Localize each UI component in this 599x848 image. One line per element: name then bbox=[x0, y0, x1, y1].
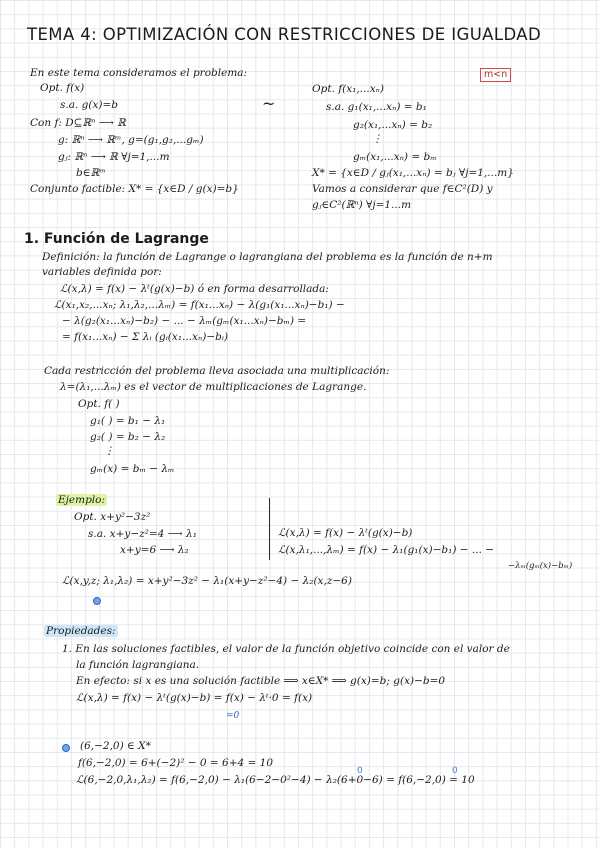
lagrangian-expanded-1: ℒ(x₁,x₂,...xₙ; λ₁,λ₂,...λₘ) = f(x₁...xₙ) − λ(g₁(x₁...xₙ)−b₁) − bbox=[54, 299, 345, 311]
multiplier-opt: Opt. f( ) bbox=[78, 398, 120, 410]
lagrangian-compact: ℒ(x,λ) = f(x) − λᵗ(g(x)−b) ó en forma desarrollada: bbox=[60, 283, 329, 295]
multiplier-g2: g₂( ) = b₂ − λ₂ bbox=[90, 431, 166, 443]
intro-feasible-set: Conjunto factible: X* = {x∈D / g(x)=b} bbox=[30, 183, 239, 195]
example-constraint-1: s.a. x+y−z²=4 ⟶ λ₁ bbox=[88, 528, 197, 540]
property-1-line-2: la función lagrangiana. bbox=[76, 659, 200, 671]
multiplier-g1: g₁( ) = b₁ − λ₁ bbox=[90, 415, 166, 427]
definition-line-1: Definición: la función de Lagrange o lagrangiana del problema es la función de n+m bbox=[42, 251, 493, 263]
page-title: TEMA 4: OPTIMIZACIÓN CON RESTRICCIONES DE IGUALDAD bbox=[27, 25, 542, 44]
intro-right-opt: Opt. f(x₁,...xₙ) bbox=[312, 83, 384, 95]
intro-right-class: gⱼ∈C²(ℝⁿ) ∀j=1...m bbox=[312, 199, 412, 211]
annotation-zero-b: 0 bbox=[452, 766, 458, 776]
property-proof-zero: =0 bbox=[226, 711, 240, 721]
intro-right-feasible: X* = {x∈D / gⱼ(x₁,...xₙ) = bⱼ ∀j=1,...m} bbox=[312, 167, 514, 179]
property-1-line-1: 1. En las soluciones factibles, el valor de la función objetivo coincide con el valor de bbox=[62, 643, 510, 655]
property-proof-1: En efecto: si x es una solución factible ⟹ x∈X* ⟹ g(x)=b; g(x)−b=0 bbox=[76, 675, 446, 687]
section-heading-lagrange: 1. Función de Lagrange bbox=[24, 231, 209, 247]
example-divider bbox=[269, 498, 270, 560]
properties-label: Propiedades: bbox=[46, 625, 116, 637]
intro-sa: s.a. g(x)=b bbox=[60, 99, 119, 111]
check-objective: f(6,−2,0) = 6+(−2)² − 0 = 6+4 = 10 bbox=[78, 757, 274, 769]
multiplier-dots: ⋮ bbox=[104, 445, 115, 457]
intro-right-g1: s.a. g₁(x₁,...xₙ) = b₁ bbox=[326, 101, 427, 113]
bullet-marker-icon bbox=[93, 597, 101, 605]
intro-opt: Opt. f(x) bbox=[40, 82, 85, 94]
property-proof-2: ℒ(x,λ) = f(x) − λᵗ(g(x)−b) = f(x) − λᵗ·0 = f(x) bbox=[76, 692, 313, 704]
example-label: Ejemplo: bbox=[58, 494, 106, 506]
example-opt: Opt. x+y²−3z² bbox=[74, 511, 151, 523]
check-lagrangian: ℒ(6,−2,0,λ₁,λ₂) = f(6,−2,0) − λ₁(6−2−0²−4) − λ₂(6+0−6) = f(6,−2,0) = 10 bbox=[76, 774, 475, 786]
example-lagrangian-compact: ℒ(x,λ) = f(x) − λᵗ(g(x)−b) bbox=[278, 527, 413, 539]
intro-b: b∈ℝᵐ bbox=[76, 167, 106, 179]
intro-right-dots: ⋮ bbox=[372, 133, 383, 145]
lagrangian-expanded-2: − λ(g₂(x₁...xₙ)−b₂) − ... − λₘ(gₘ(x₁...xₙ)−bₘ) = bbox=[62, 315, 307, 327]
example-lagrangian-general-cont: −λₘ(gₘ(x)−bₘ) bbox=[508, 561, 573, 571]
equivalence-tilde: ~ bbox=[262, 94, 276, 113]
intro-right-consider: Vamos a considerar que f∈C²(D) y bbox=[312, 183, 493, 195]
example-lagrangian-expanded: ℒ(x,y,z; λ₁,λ₂) = x+y²−3z² − λ₁(x+y−z²−4) − λ₂(x,z−6) bbox=[62, 575, 352, 587]
bullet-marker-icon bbox=[62, 744, 70, 752]
definition-line-2: variables definida por: bbox=[42, 266, 162, 278]
annotation-zero-a: 0 bbox=[357, 766, 363, 776]
multiplier-text-2: λ=(λ₁,...λₘ) es el vector de multiplicaciones de Lagrange. bbox=[60, 381, 367, 393]
multiplier-gm: gₘ(x) = bₘ − λₘ bbox=[90, 463, 175, 475]
intro-line-1: En este tema consideramos el problema: bbox=[30, 67, 248, 79]
multiplier-text-1: Cada restricción del problema lleva asociada una multiplicación: bbox=[44, 365, 390, 377]
lagrangian-expanded-3: = f(x₁...xₙ) − Σ λᵢ (gᵢ(x₁...xₙ)−bᵢ) bbox=[62, 331, 229, 343]
intro-gj: gⱼ: ℝⁿ ⟶ ℝ ∀j=1,...m bbox=[58, 151, 170, 163]
example-constraint-2: x+y=6 ⟶ λ₂ bbox=[120, 544, 189, 556]
intro-right-g2: g₂(x₁,...xₙ) = b₂ bbox=[353, 119, 433, 131]
intro-g-vector: g: ℝⁿ ⟶ ℝᵐ, g=(g₁,g₂,...gₘ) bbox=[58, 134, 204, 146]
badge-m-less-n: m<n bbox=[480, 68, 511, 82]
intro-domain: Con f: D⊆ℝⁿ ⟶ ℝ bbox=[30, 117, 126, 129]
intro-right-gm: gₘ(x₁,...xₙ) = bₘ bbox=[353, 151, 437, 163]
example-lagrangian-general: ℒ(x,λ₁,...,λₘ) = f(x) − λ₁(g₁(x)−b₁) − ... − bbox=[278, 544, 495, 556]
check-point: (6,−2,0) ∈ X* bbox=[80, 740, 151, 752]
